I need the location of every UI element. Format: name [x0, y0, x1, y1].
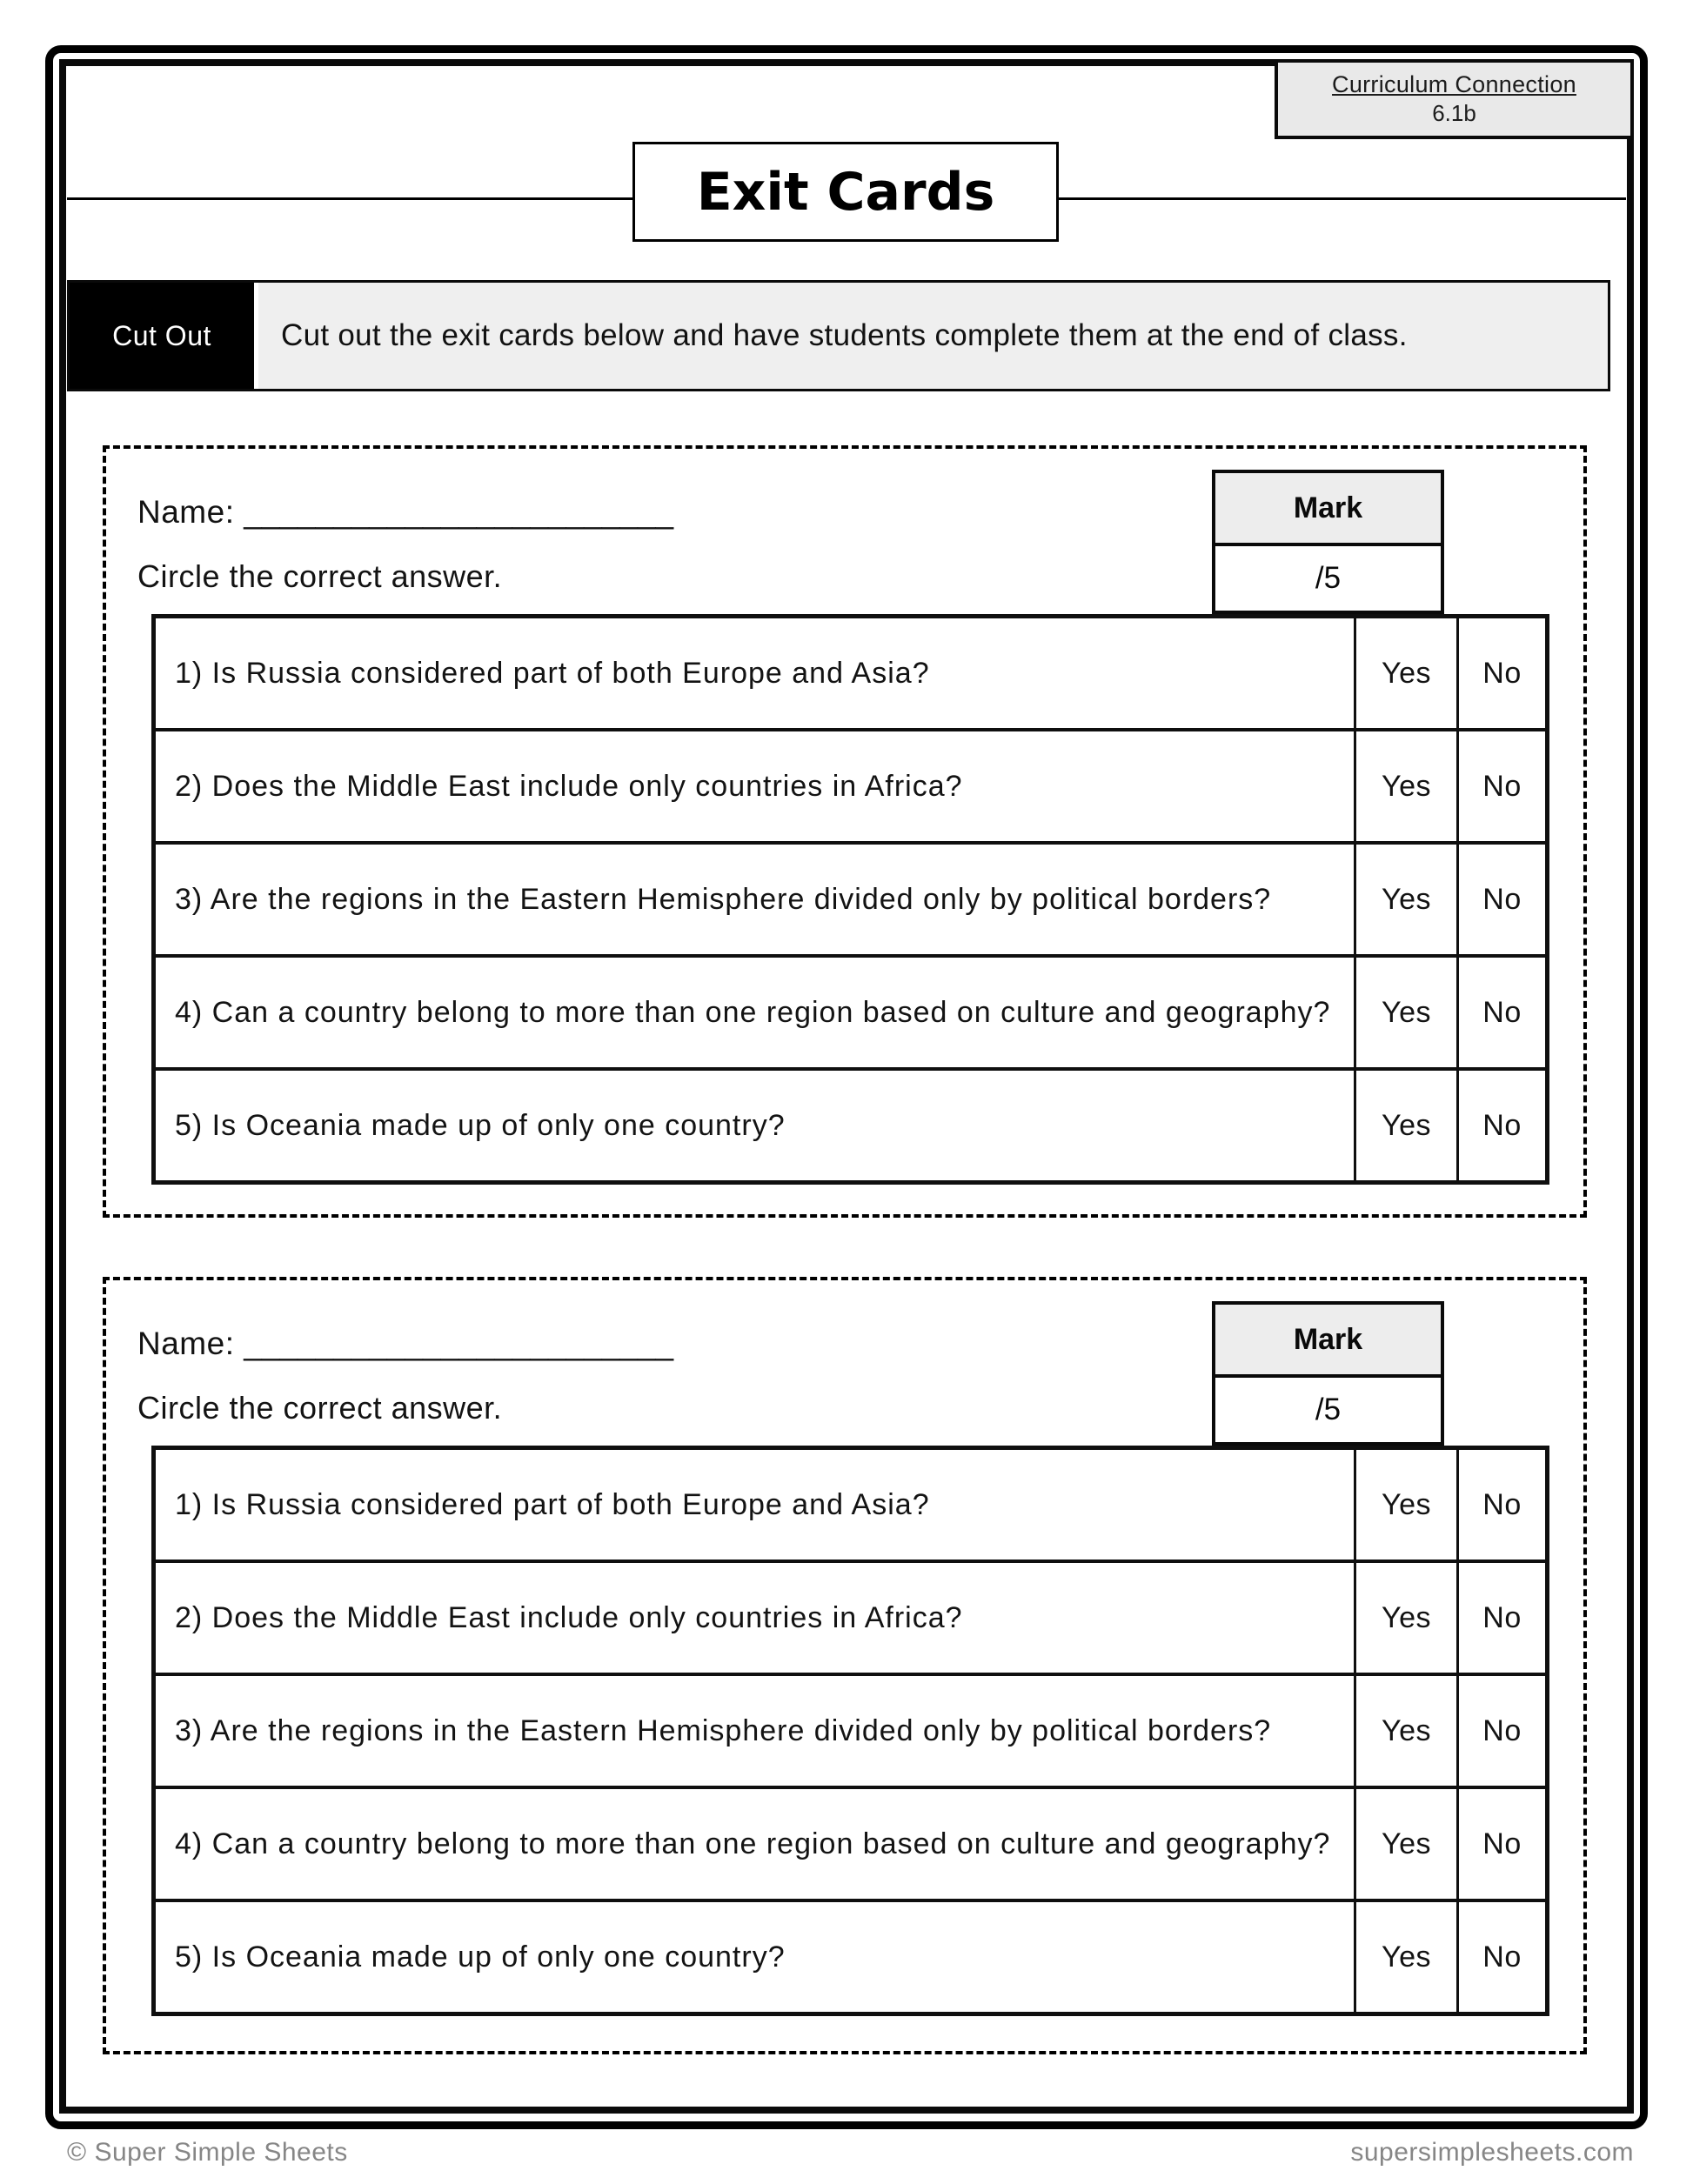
- curriculum-code: 6.1b: [1432, 100, 1476, 126]
- card-instruction: Circle the correct answer.: [137, 1390, 503, 1426]
- answer-yes[interactable]: Yes: [1355, 1674, 1458, 1787]
- name-row: [137, 1326, 673, 1362]
- answer-yes[interactable]: Yes: [1355, 1900, 1458, 2014]
- page-title: Exit Cards: [696, 161, 995, 223]
- answer-no[interactable]: No: [1458, 730, 1548, 843]
- name-row: [137, 494, 673, 531]
- question-text: 4) Can a country belong to more than one region based on culture and geography?: [154, 1787, 1355, 1900]
- name-label: Name:: [137, 494, 235, 530]
- question-row: [154, 1900, 1548, 2014]
- answer-no[interactable]: No: [1458, 1561, 1548, 1674]
- curriculum-connection-box: [1275, 59, 1634, 139]
- name-fill-line[interactable]: ________________________: [244, 1326, 674, 1361]
- curriculum-connection-title: Curriculum Connection: [1332, 71, 1576, 97]
- question-text: 2) Does the Middle East include only countries in Africa?: [154, 730, 1355, 843]
- question-row: [154, 1561, 1548, 1674]
- name-label: Name:: [137, 1326, 235, 1361]
- question-text: 5) Is Oceania made up of only one country?: [154, 1069, 1355, 1183]
- question-table: [151, 1446, 1549, 2016]
- website-text: supersimplesheets.com: [1350, 2138, 1634, 2167]
- question-row: [154, 956, 1548, 1069]
- mark-score-field[interactable]: /5: [1315, 561, 1342, 595]
- answer-no[interactable]: No: [1458, 1674, 1548, 1787]
- answer-no[interactable]: No: [1458, 956, 1548, 1069]
- question-text: 4) Can a country belong to more than one region based on culture and geography?: [154, 956, 1355, 1069]
- question-row: [154, 1069, 1548, 1183]
- exit-card-2: [103, 1277, 1587, 2054]
- card-instruction: Circle the correct answer.: [137, 558, 503, 594]
- question-row: [154, 730, 1548, 843]
- question-row: [154, 617, 1548, 731]
- mark-box: [1212, 470, 1444, 614]
- question-row: [154, 1787, 1548, 1900]
- question-table: [151, 614, 1549, 1185]
- mark-score-field[interactable]: /5: [1315, 1393, 1342, 1426]
- copyright-text: © Super Simple Sheets: [67, 2138, 348, 2167]
- question-text: 5) Is Oceania made up of only one country?: [154, 1900, 1355, 2014]
- answer-yes[interactable]: Yes: [1355, 1561, 1458, 1674]
- question-row: [154, 843, 1548, 956]
- mark-box: [1212, 1301, 1444, 1446]
- question-text: 3) Are the regions in the Eastern Hemisphere divided only by political borders?: [154, 1674, 1355, 1787]
- question-text: 3) Are the regions in the Eastern Hemisphere divided only by political borders?: [154, 843, 1355, 956]
- question-row: [154, 1448, 1548, 1562]
- answer-no[interactable]: No: [1458, 617, 1548, 731]
- question-row: [154, 1674, 1548, 1787]
- answer-no[interactable]: No: [1458, 1900, 1548, 2014]
- answer-yes[interactable]: Yes: [1355, 1448, 1458, 1562]
- answer-yes[interactable]: Yes: [1355, 1069, 1458, 1183]
- answer-no[interactable]: No: [1458, 1448, 1548, 1562]
- mark-header: Mark: [1215, 1305, 1441, 1378]
- mark-header: Mark: [1215, 473, 1441, 546]
- cut-out-banner: [67, 280, 1610, 391]
- question-text: 1) Is Russia considered part of both Europe and Asia?: [154, 1448, 1355, 1562]
- answer-yes[interactable]: Yes: [1355, 956, 1458, 1069]
- answer-no[interactable]: No: [1458, 843, 1548, 956]
- question-text: 1) Is Russia considered part of both Europe and Asia?: [154, 617, 1355, 731]
- answer-no[interactable]: No: [1458, 1069, 1548, 1183]
- exit-card-1: [103, 445, 1587, 1218]
- answer-yes[interactable]: Yes: [1355, 843, 1458, 956]
- cut-out-instruction: Cut out the exit cards below and have students complete them at the end of class.: [258, 283, 1608, 389]
- answer-yes[interactable]: Yes: [1355, 730, 1458, 843]
- answer-yes[interactable]: Yes: [1355, 617, 1458, 731]
- answer-yes[interactable]: Yes: [1355, 1787, 1458, 1900]
- name-fill-line[interactable]: ________________________: [244, 494, 674, 530]
- answer-no[interactable]: No: [1458, 1787, 1548, 1900]
- question-text: 2) Does the Middle East include only countries in Africa?: [154, 1561, 1355, 1674]
- cut-out-label: Cut Out: [70, 283, 254, 389]
- page-title-box: [632, 142, 1059, 242]
